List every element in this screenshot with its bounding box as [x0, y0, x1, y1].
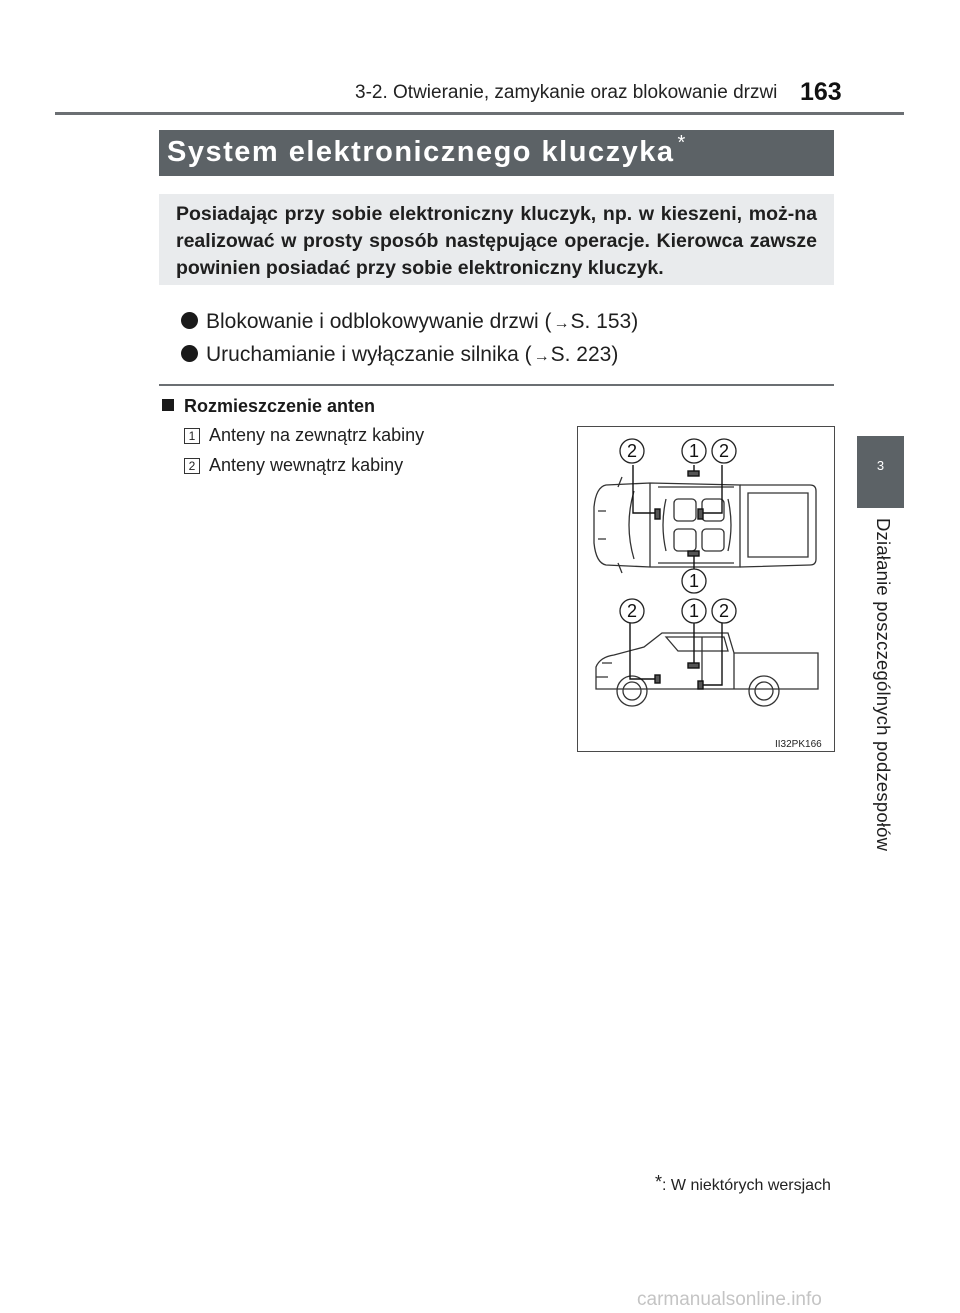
intro-text: Posiadając przy sobie elektroniczny kluczyk, np. w kieszeni, moż-na realizować w prosty sposób następujące operacje. Kierowca zawsze powinien posiadać przy sobie elektroniczny kluczyk. [176, 203, 817, 279]
callout-2-top-right [712, 439, 736, 463]
callout-2-side-left [620, 599, 644, 623]
callout-number: 2 [184, 458, 200, 474]
arrow-right-icon: → [533, 348, 550, 365]
antenna-item-label: Anteny wewnątrz kabiny [209, 455, 404, 475]
svg-text:2: 2 [718, 601, 730, 621]
svg-text:1: 1 [688, 571, 700, 591]
callout-1-side [682, 599, 706, 623]
watermark: carmanualsonline.info [637, 1289, 822, 1310]
footnote-asterisk: * [655, 1172, 663, 1192]
figure-code: II32PK166 [775, 739, 822, 750]
header-divider [55, 112, 904, 115]
bullet-dot-icon [181, 312, 198, 329]
page-title [167, 132, 687, 169]
svg-text:2: 2 [626, 441, 638, 461]
antenna-item-label: Anteny na zewnątrz kabiny [209, 425, 425, 445]
bullet-item-locking [181, 310, 638, 334]
chapter-number: 3 [876, 458, 885, 473]
svg-text:2: 2 [626, 601, 638, 621]
chapter-tab [857, 436, 904, 508]
header-section-title: 3-2. Otwieranie, zamykanie oraz blokowanie drzwi [355, 82, 778, 103]
intro-box [159, 194, 834, 285]
page-title-text: System elektronicznego kluczyka [167, 136, 675, 168]
page-number: 163 [800, 78, 842, 106]
footnote-text: : W niektórych wersjach [662, 1177, 831, 1194]
truck-top-view [594, 477, 816, 573]
section-heading-text: Rozmieszczenie anten [184, 396, 376, 416]
svg-text:1: 1 [688, 441, 700, 461]
svg-text:2: 2 [718, 441, 730, 461]
page-title-bar [159, 130, 834, 176]
arrow-right-icon: → [553, 315, 570, 332]
callout-2-top-left [620, 439, 644, 463]
bullet-item-engine [181, 343, 618, 367]
callout-1-top-bottom [682, 569, 706, 593]
callout-1-top [682, 439, 706, 463]
page-reference-link[interactable]: S. 223) [550, 343, 619, 366]
chapter-title: Działanie poszczególnych podzespołów [873, 518, 894, 852]
title-asterisk: * [677, 132, 687, 154]
bullet-text: Uruchamianie i wyłączanie silnika ( [206, 343, 532, 366]
section-heading [162, 396, 375, 417]
page-reference-link[interactable]: S. 153) [570, 310, 639, 333]
truck-side-view [596, 633, 818, 706]
vehicle-diagram [578, 427, 834, 751]
antenna-item-outside [184, 425, 424, 446]
svg-text:1: 1 [688, 601, 700, 621]
footnote [655, 1174, 831, 1195]
bullet-dot-icon [181, 345, 198, 362]
square-bullet-icon [162, 399, 174, 411]
bullet-text: Blokowanie i odblokowywanie drzwi ( [206, 310, 552, 333]
antenna-location-figure [577, 426, 835, 752]
callout-number: 1 [184, 428, 200, 444]
section-divider [159, 384, 834, 386]
callout-2-side-right [712, 599, 736, 623]
antenna-item-inside [184, 455, 403, 476]
